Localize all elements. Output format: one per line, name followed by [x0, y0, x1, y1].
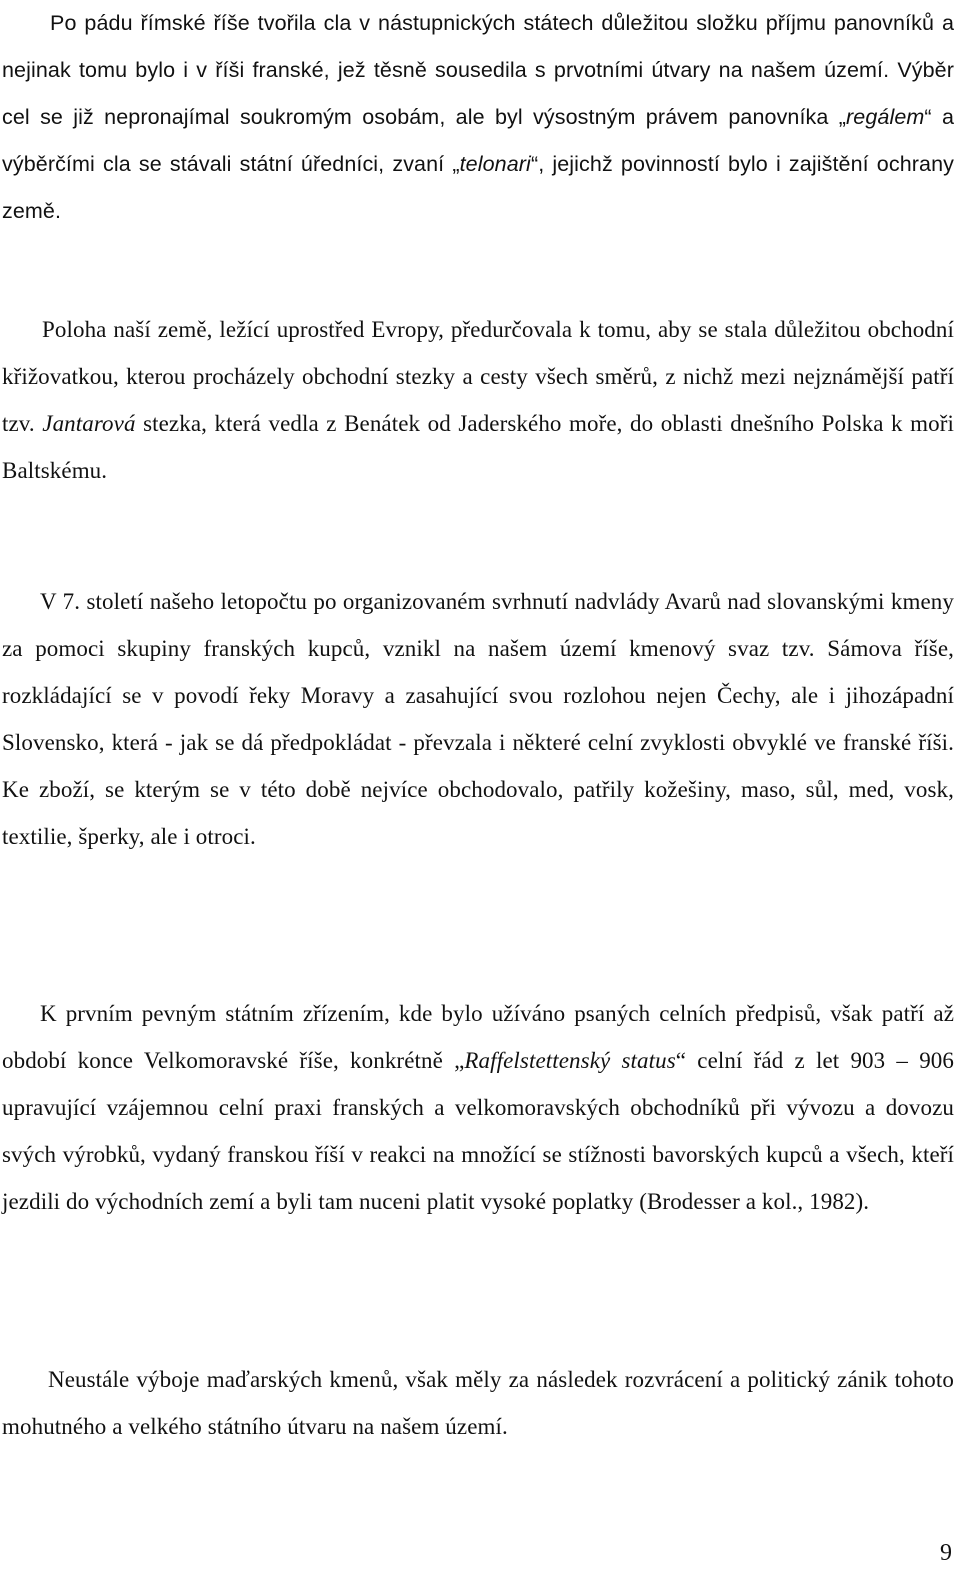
paragraph-2-text-a: Poloha naší země, ležící uprostřed Evropy, předurčovala k tomu, aby se stala důležitou obchodní křižovatkou, kterou procházely obchodní stezky a cesty všech směrů, z nichž mezi nejznámější patří tzv.: [2, 317, 954, 436]
paragraph-4-text-a: K prvním pevným státním zřízením, kde bylo užíváno psaných celních předpisů, však patří až období konce Velkomoravské říše, konkrétně „: [2, 1001, 954, 1073]
paragraph-1-text-e: “, jejichž povinností bylo i zajištění ochrany země.: [2, 152, 954, 223]
paragraph-4-text-c: “ celní řád z let 903 – 906 upravující vzájemnou celní praxi franských a velkomoravských obchodníků při vývozu a dovozu svých výrobků, vydaný franskou říší v reakci na množící se stížnosti bavorských kupců a všech, kteří jezdili do východních zemí a byli tam nuceni platit vysoké poplatky (Brodesser a kol., 1982).: [2, 1048, 954, 1214]
paragraph-2-text-c: stezka, která vedla z Benátek od Jaderského moře, do oblasti dnešního Polska k moři Baltskému.: [2, 411, 954, 483]
paragraph-5: [2, 1356, 954, 1450]
paragraph-1-text-a: Po pádu římské říše tvořila cla v nástupnických státech důležitou složku příjmu panovníků a nejinak tomu bylo i v říši franské, jež těsně sousedila s prvotními útvary na našem území. Výběr cel se již nepronajímal soukromým osobám, ale byl výsostným právem panovníka „: [2, 11, 954, 129]
paragraph-3-text: V 7. století našeho letopočtu po organizovaném svrhnutí nadvlády Avarů nad slovanskými kmeny za pomoci skupiny franských kupců, vznikl na našem území kmenový svaz tzv. Sámova říše, rozkládající se v povodí řeky Moravy a zasahující svou rozlohou nejen Čechy, ale i jihozápadní Slovensko, která - jak se dá předpokládat - převzala i některé celní zvyklosti obvyklé ve franské říši. Ke zboží, se kterým se v této době nejvíce obchodovalo, patřily kožešiny, maso, sůl, med, vosk, textilie, šperky, ale i otroci.: [2, 589, 954, 849]
paragraph-1: [2, 0, 954, 235]
paragraph-4-term-raffelstettensky-status: Raffelstettenský status: [464, 1048, 676, 1073]
paragraph-3: [2, 578, 954, 860]
paragraph-1-text-c: “ a výběrčími cla se stávali státní úředníci, zvaní „: [2, 105, 954, 176]
page-number: 9: [940, 1540, 952, 1566]
paragraph-5-text: Neustále výboje maďarských kmenů, však měly za následek rozvrácení a politický zánik tohoto mohutného a velkého státního útvaru na našem území.: [2, 1367, 954, 1439]
paragraph-1-term-telonari: telonari: [459, 152, 531, 176]
paragraph-1-term-regalem: regálem: [846, 105, 925, 129]
paragraph-2: [2, 306, 954, 494]
paragraph-4: [2, 990, 954, 1225]
paragraph-2-term-jantarova: Jantarová: [42, 411, 136, 436]
